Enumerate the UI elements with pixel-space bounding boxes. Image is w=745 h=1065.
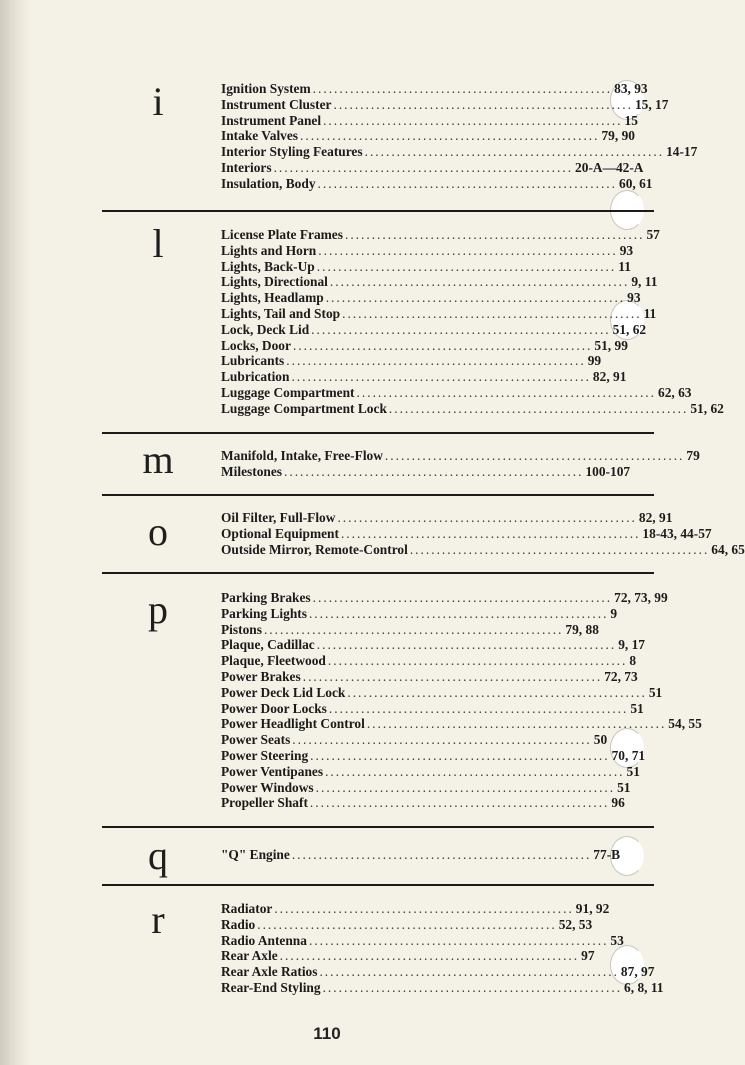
section-letter: i — [152, 79, 164, 124]
dot-leader: ........................................................ — [329, 274, 630, 290]
entry-pages: 50 — [593, 732, 608, 748]
entry-term: Lock, Deck Lid — [221, 321, 310, 337]
index-entry — [221, 979, 664, 996]
dot-leader: ........................................................ — [322, 979, 623, 995]
entry-pages: 100-107 — [585, 463, 631, 479]
entry-list — [221, 227, 724, 417]
dot-leader: ........................................................ — [356, 384, 656, 400]
entry-term: Intake Valves — [221, 128, 299, 144]
dot-leader: ........................................................ — [311, 321, 611, 337]
entry-pages: 14-17 — [666, 144, 698, 160]
index-entry — [221, 112, 638, 129]
entry-term: Plaque, Fleetwood — [221, 653, 326, 669]
entry-term: Milestones — [221, 463, 282, 479]
entry-pages: 51 — [648, 684, 663, 700]
entry-list — [221, 901, 664, 996]
entry-term: Power Brakes — [221, 668, 301, 684]
dot-leader: ........................................................ — [337, 510, 637, 525]
dot-leader: ........................................................ — [342, 305, 642, 321]
index-entry — [221, 525, 712, 542]
section-divider — [102, 494, 654, 496]
entry-term: Parking Brakes — [221, 590, 311, 605]
entry-list — [221, 590, 702, 811]
index-entry — [221, 384, 692, 401]
entry-term: Power Steering — [221, 747, 309, 763]
entry-pages: 51, 62 — [690, 400, 724, 416]
entry-term: Radio — [221, 916, 256, 932]
index-entry — [221, 96, 669, 113]
entry-term: Insulation, Body — [221, 175, 316, 191]
entry-term: Power Headlight Control — [221, 716, 365, 732]
dot-leader: ........................................................ — [312, 81, 613, 96]
index-entry — [221, 337, 628, 354]
section-divider — [102, 826, 654, 828]
entry-pages: 52, 53 — [558, 916, 593, 932]
entry-pages: 11 — [643, 305, 657, 321]
entry-term: Optional Equipment — [221, 525, 339, 541]
entry-term: Radio Antenna — [221, 932, 307, 948]
entry-term: Plaque, Cadillac — [221, 637, 315, 653]
dot-leader: ........................................................ — [308, 605, 609, 621]
dot-leader: ........................................................ — [325, 763, 625, 779]
index-entry — [221, 916, 593, 933]
index-entry — [221, 621, 599, 638]
index-entry — [221, 684, 663, 701]
entry-pages: 82, 91 — [638, 510, 673, 525]
entry-term: Pistons — [221, 621, 262, 637]
index-entry — [221, 290, 641, 306]
entry-term: Propeller Shaft — [221, 795, 308, 811]
entry-pages: 91, 92 — [575, 901, 610, 916]
entry-list — [221, 510, 745, 557]
entry-term: Oil Filter, Full-Flow — [221, 510, 336, 525]
index-entry — [221, 353, 602, 369]
entry-term: Outside Mirror, Remote-Control — [221, 541, 408, 557]
dot-leader: ........................................................ — [312, 590, 613, 605]
entry-pages: 62, 63 — [658, 384, 692, 400]
index-entry — [221, 847, 621, 863]
entry-term: Instrument Cluster — [221, 96, 332, 112]
entry-pages: 51 — [630, 700, 644, 716]
entry-pages: 15, 17 — [634, 96, 669, 112]
index-entry — [221, 763, 640, 780]
page-gutter-shadow — [0, 0, 30, 1065]
dot-leader: ........................................................ — [319, 964, 619, 980]
entry-term: Rear Axle Ratios — [221, 964, 318, 980]
index-entry — [221, 795, 625, 811]
entry-term: Instrument Panel — [221, 112, 322, 128]
entry-list — [221, 847, 621, 863]
entry-term: Power Deck Lid Lock — [221, 684, 346, 700]
section-divider — [102, 432, 654, 434]
index-entry — [221, 463, 631, 480]
entry-term: Lubrication — [221, 369, 290, 385]
entry-term: Lights, Headlamp — [221, 290, 324, 306]
entry-pages: 72, 73, 99 — [614, 590, 668, 605]
entry-term: Power Door Locks — [221, 700, 327, 716]
entry-pages: 11 — [618, 258, 631, 274]
dot-leader: ........................................................ — [323, 112, 623, 128]
dot-leader: ........................................................ — [302, 668, 603, 684]
index-entry — [221, 448, 700, 464]
entry-pages: 77-B — [593, 847, 621, 862]
dot-leader: ........................................................ — [328, 700, 629, 716]
entry-term: Luggage Compartment — [221, 384, 355, 400]
index-entry — [221, 637, 645, 653]
entry-pages: 18-43, 44-57 — [642, 525, 712, 541]
section-divider — [102, 884, 654, 886]
entry-pages: 99 — [587, 353, 602, 369]
section-letter: o — [148, 509, 168, 554]
entry-term: Lights, Directional — [221, 274, 328, 290]
index-entry — [221, 700, 644, 717]
dot-leader: ........................................................ — [409, 541, 710, 557]
section-letter: r — [151, 897, 165, 942]
index-entry — [221, 901, 610, 917]
index-entry — [221, 321, 647, 338]
entry-pages: 83, 93 — [614, 81, 648, 96]
entry-term: Power Ventipanes — [221, 763, 324, 779]
index-entry — [221, 605, 618, 622]
dot-leader: ........................................................ — [286, 353, 586, 369]
dot-leader: ........................................................ — [364, 144, 665, 160]
index-entry — [221, 242, 634, 259]
index-entry — [221, 653, 637, 669]
dot-leader: ........................................................ — [279, 948, 580, 964]
entry-term: Ignition System — [221, 81, 311, 96]
index-entry — [221, 964, 655, 980]
dot-leader: ........................................................ — [309, 795, 610, 811]
section-letter: p — [148, 587, 168, 632]
dot-leader: ........................................................ — [317, 175, 617, 191]
index-entry — [221, 932, 624, 949]
entry-pages: 87, 97 — [620, 964, 655, 980]
dot-leader: ........................................................ — [291, 369, 591, 385]
dot-leader: ........................................................ — [340, 525, 641, 541]
entry-pages: 82, 91 — [592, 369, 627, 385]
index-entry — [221, 400, 724, 417]
index-entry — [221, 716, 702, 732]
entry-pages: 60, 61 — [619, 175, 653, 191]
dot-leader: ........................................................ — [257, 916, 557, 932]
entry-pages: 6, 8, 11 — [624, 979, 664, 995]
entry-pages: 51, 62 — [612, 321, 647, 337]
dot-leader: ........................................................ — [284, 463, 584, 479]
entry-pages: 51 — [626, 763, 640, 779]
dot-leader: ........................................................ — [315, 779, 616, 795]
index-entry — [221, 779, 631, 796]
entry-pages: 79, 88 — [565, 621, 599, 637]
entry-pages: 70, 71 — [611, 747, 646, 763]
dot-leader: ........................................................ — [292, 732, 592, 748]
dot-leader: ........................................................ — [300, 128, 600, 144]
dot-leader: ........................................................ — [333, 96, 633, 112]
index-entry — [221, 227, 660, 243]
entry-pages: 79 — [686, 448, 700, 463]
entry-term: Manifold, Intake, Free-Flow — [221, 448, 383, 463]
entry-term: Rear Axle — [221, 948, 278, 964]
entry-term: Lights, Tail and Stop — [221, 305, 341, 321]
dot-leader: ........................................................ — [327, 653, 628, 669]
index-entry — [221, 144, 698, 160]
entry-pages: 15 — [624, 112, 638, 128]
entry-term: Lights and Horn — [221, 242, 317, 258]
dot-leader: ........................................................ — [273, 159, 574, 175]
dot-leader: ........................................................ — [366, 716, 667, 732]
entry-pages: 9 — [610, 605, 618, 621]
page-number: 110 — [313, 1024, 341, 1043]
index-entry — [221, 159, 644, 176]
index-entry — [221, 305, 657, 322]
entry-pages: 53 — [610, 932, 624, 948]
entry-pages: 9, 11 — [631, 274, 658, 290]
dot-leader: ........................................................ — [263, 621, 564, 637]
index-entry — [221, 258, 631, 275]
dot-leader: ........................................................ — [291, 847, 592, 862]
dot-leader: ........................................................ — [292, 337, 593, 353]
section-letter: q — [148, 833, 168, 878]
entry-term: Power Seats — [221, 732, 291, 748]
dot-leader: ........................................................ — [318, 242, 618, 258]
entry-list — [221, 81, 698, 192]
dot-leader: ........................................................ — [316, 258, 617, 274]
index-entry — [221, 81, 648, 97]
entry-term: Power Windows — [221, 779, 314, 795]
dot-leader: ........................................................ — [325, 290, 626, 306]
entry-pages: 57 — [646, 227, 660, 242]
dot-leader: ........................................................ — [347, 684, 647, 700]
dot-leader: ........................................................ — [316, 637, 617, 653]
entry-pages: 96 — [611, 795, 625, 811]
dot-leader: ........................................................ — [388, 400, 689, 416]
entry-pages: 79, 90 — [601, 128, 635, 144]
entry-term: Lubricants — [221, 353, 285, 369]
section-letter: m — [142, 437, 174, 482]
index-entry — [221, 948, 595, 964]
entry-pages: 51, 99 — [594, 337, 628, 353]
dot-leader: ........................................................ — [308, 932, 609, 948]
dot-leader: ........................................................ — [384, 448, 685, 463]
entry-term: Parking Lights — [221, 605, 307, 621]
entry-term: Luggage Compartment Lock — [221, 400, 387, 416]
index-entry — [221, 510, 673, 526]
entry-list — [221, 448, 700, 480]
entry-pages: 97 — [581, 948, 595, 964]
entry-pages: 20-A—42-A — [575, 159, 644, 175]
entry-pages: 8 — [629, 653, 637, 669]
index-entry — [221, 128, 635, 144]
entry-pages: 51 — [617, 779, 631, 795]
entry-pages: 64, 65 — [711, 541, 745, 557]
index-entry — [221, 747, 646, 764]
index-entry — [221, 369, 627, 385]
entry-term: Interior Styling Features — [221, 144, 363, 160]
entry-pages: 54, 55 — [668, 716, 702, 732]
entry-term: Lights, Back-Up — [221, 258, 315, 274]
index-entry — [221, 732, 608, 748]
dot-leader: ........................................................ — [274, 901, 574, 916]
index-entry — [221, 541, 745, 558]
entry-pages: 93 — [627, 290, 641, 306]
section-divider — [102, 210, 654, 212]
entry-term: Locks, Door — [221, 337, 291, 353]
entry-term: "Q" Engine — [221, 847, 290, 862]
index-entry — [221, 668, 638, 685]
section-divider — [102, 572, 654, 574]
entry-term: License Plate Frames — [221, 227, 343, 242]
entry-pages: 93 — [619, 242, 634, 258]
dot-leader: ........................................................ — [310, 747, 610, 763]
entry-term: Rear-End Styling — [221, 979, 321, 995]
index-entry — [221, 274, 658, 290]
entry-term: Interiors — [221, 159, 272, 175]
index-entry — [221, 175, 653, 192]
section-letter: l — [152, 221, 164, 266]
dot-leader: ........................................................ — [344, 227, 645, 242]
index-entry — [221, 590, 668, 606]
entry-term: Radiator — [221, 901, 273, 916]
entry-pages: 9, 17 — [618, 637, 645, 653]
entry-pages: 72, 73 — [604, 668, 638, 684]
